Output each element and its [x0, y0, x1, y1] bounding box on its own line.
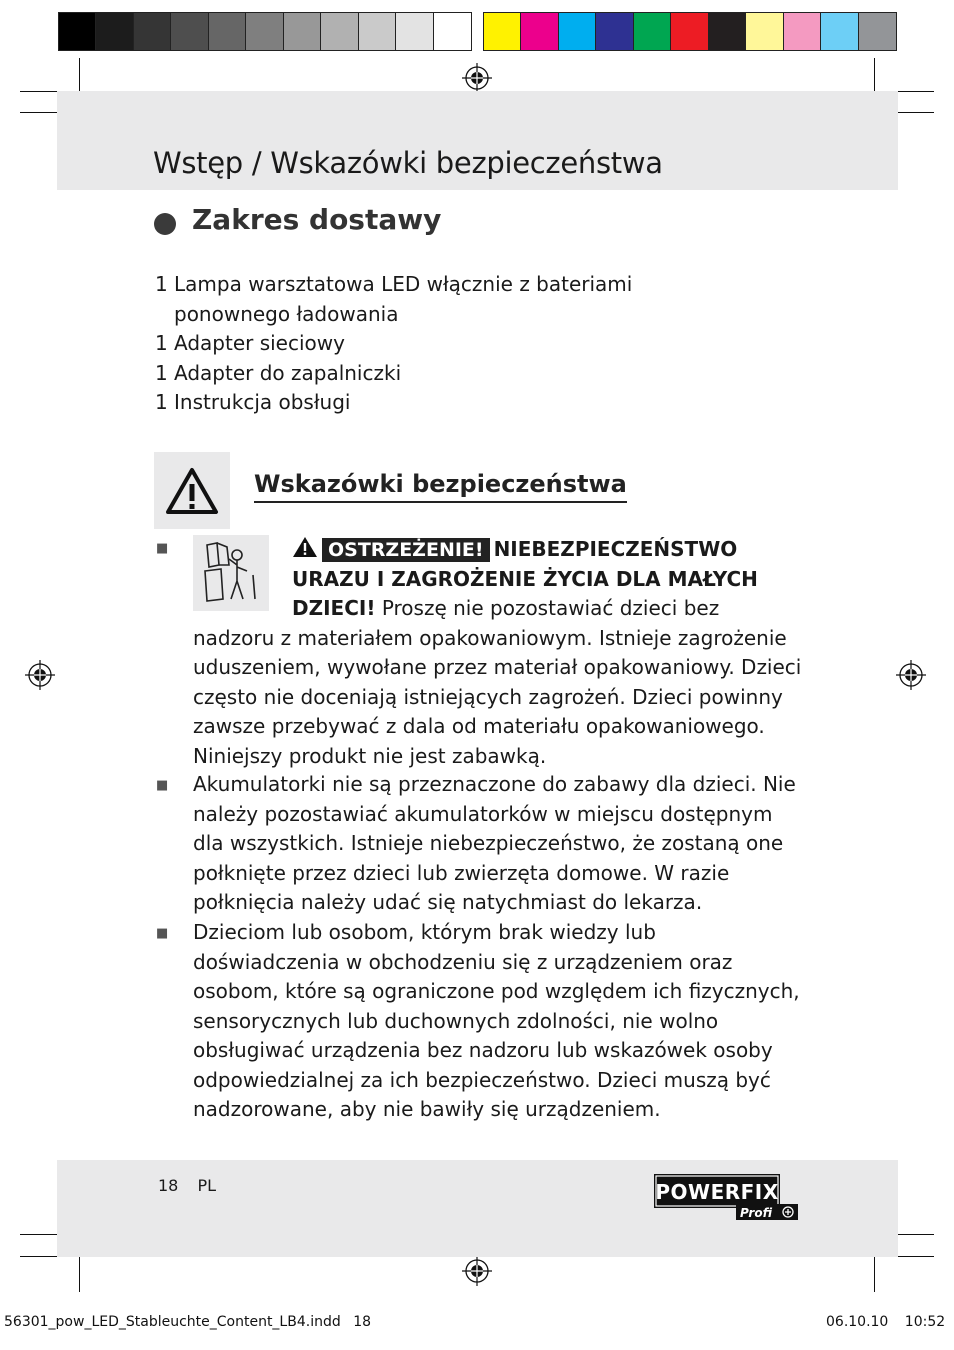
- color-swatch: [284, 13, 321, 50]
- item-quantity: 1: [155, 272, 168, 296]
- list-item: [155, 388, 795, 418]
- slug-filename: 56301_pow_LED_Stableuchte_Content_LB4.indd: [4, 1314, 341, 1330]
- item-quantity: 1: [155, 360, 168, 385]
- color-swatch: [709, 13, 746, 50]
- warning-box: [154, 452, 230, 529]
- item-text: Instrukcja obsługi: [174, 390, 351, 414]
- crop-mark: [874, 1252, 875, 1292]
- color-swatch: [134, 13, 171, 50]
- warning-paragraph: [193, 535, 805, 771]
- item-quantity: 1: [155, 390, 168, 414]
- registration-mark-icon: [24, 659, 56, 691]
- bullet-icon: ■: [156, 541, 169, 556]
- warning-label-badge: OSTRZEŻENIE!: [322, 538, 490, 562]
- item-quantity: 1: [155, 331, 168, 355]
- warning-headline: NIEBEZPIECZEŃSTWO URAZU I ZAGROŻENIE ŻYCIA DLA MAŁYCH DZIECI!: [292, 537, 758, 620]
- color-swatch: [746, 13, 783, 50]
- color-swatch: [434, 13, 471, 50]
- language-code: PL: [197, 1176, 217, 1195]
- process-color-bar: [483, 12, 897, 51]
- warning-triangle-small-icon: [292, 536, 318, 558]
- crop-mark: [20, 91, 58, 92]
- page-number: 18: [158, 1176, 179, 1195]
- section-heading-delivery: Zakres dostawy: [192, 203, 442, 236]
- powerfix-profi-logo: [654, 1174, 798, 1220]
- crop-mark: [20, 1234, 58, 1235]
- crop-mark: [20, 1256, 58, 1257]
- color-swatch: [396, 13, 433, 50]
- color-swatch: [821, 13, 858, 50]
- color-swatch: [521, 13, 558, 50]
- color-swatch: [784, 13, 821, 50]
- svg-text:POWERFIX: POWERFIX: [655, 1180, 779, 1204]
- svg-text:Profi: Profi: [740, 1206, 773, 1220]
- color-swatch: [671, 13, 708, 50]
- item-text: Adapter do zapalniczki: [174, 360, 402, 385]
- section-bullet-icon: [154, 213, 176, 235]
- color-swatch: [559, 13, 596, 50]
- page-title: Wstęp / Wskazówki bezpieczeństwa: [153, 146, 663, 180]
- delivery-list: [155, 270, 795, 418]
- registration-mark-icon: [461, 1255, 493, 1287]
- registration-mark-icon: [895, 659, 927, 691]
- color-swatch: [246, 13, 283, 50]
- section-heading-safety: Wskazówki bezpieczeństwa: [254, 470, 627, 503]
- list-item: [155, 270, 795, 329]
- color-swatch: [359, 13, 396, 50]
- bullet-icon: ■: [156, 926, 169, 941]
- registration-mark-icon: [461, 62, 493, 94]
- safety-item-batteries: Akumulatorki nie są przeznaczone do zabawy dla dzieci. Nie należy pozostawiać akumulatorków w miejscu dostępnym dla wszystkich. Istnieje niebezpieczeństwo, że zostaną one połknięte przez dzieci lub zwierzęta domowe. W razie połknięcia należy udać się natychmiast do lekarza.: [193, 772, 796, 914]
- slug-time: 10:52: [904, 1314, 946, 1330]
- crop-mark: [896, 91, 934, 92]
- list-item: [155, 359, 795, 389]
- warning-triangle-icon: [154, 452, 230, 529]
- crop-mark: [896, 1256, 934, 1257]
- crop-mark: [896, 112, 934, 113]
- slug-page: 18: [353, 1314, 372, 1330]
- color-swatch: [859, 13, 896, 50]
- color-swatch: [96, 13, 133, 50]
- crop-mark: [20, 112, 58, 113]
- color-swatch: [59, 13, 96, 50]
- footer-page-info: [158, 1176, 216, 1195]
- item-text: Adapter sieciowy: [174, 331, 345, 355]
- color-swatch: [484, 13, 521, 50]
- item-text: Lampa warsztatowa LED włącznie z bateriami ponownego ładowania: [174, 272, 633, 326]
- list-item: [155, 329, 795, 359]
- color-swatch: [209, 13, 246, 50]
- color-swatch: [321, 13, 358, 50]
- warning-body-text: Proszę nie pozostawiać dzieci bez nadzoru z materiałem opakowaniowym. Istnieje zagrożenie uduszeniem, wywołane przez materiał opakowaniowy. Dzieci często nie doceniają istniejących zagrożeń. Dzieci powinny zawsze przebywać z dala od materiału opakowaniowego. Niniejszy produkt nie jest zabawką.: [193, 596, 802, 768]
- crop-mark: [896, 1234, 934, 1235]
- color-swatch: [596, 13, 633, 50]
- color-swatch: [634, 13, 671, 50]
- grayscale-color-bar: [58, 12, 472, 51]
- slug-file-info: [4, 1314, 371, 1330]
- color-swatch: [171, 13, 208, 50]
- slug-date: 06.10.10: [826, 1314, 889, 1330]
- crop-mark: [79, 1252, 80, 1292]
- slug-datetime: [826, 1314, 945, 1330]
- safety-item-supervision: Dzieciom lub osobom, którym brak wiedzy lub doświadczenia w obchodzeniu się z urządzeniem oraz osobom, które są ograniczone pod względem ich fizycznych, sensorycznych lub duchownych zdolności, nie wolno obsługiwać urządzenia bez nadzoru lub wskazówek osoby odpowiedzialnej za ich bezpieczeństwo. Dzieci muszą być nadzorowane, aby nie bawiły się urządzeniem.: [193, 920, 800, 1121]
- bullet-icon: ■: [156, 778, 169, 793]
